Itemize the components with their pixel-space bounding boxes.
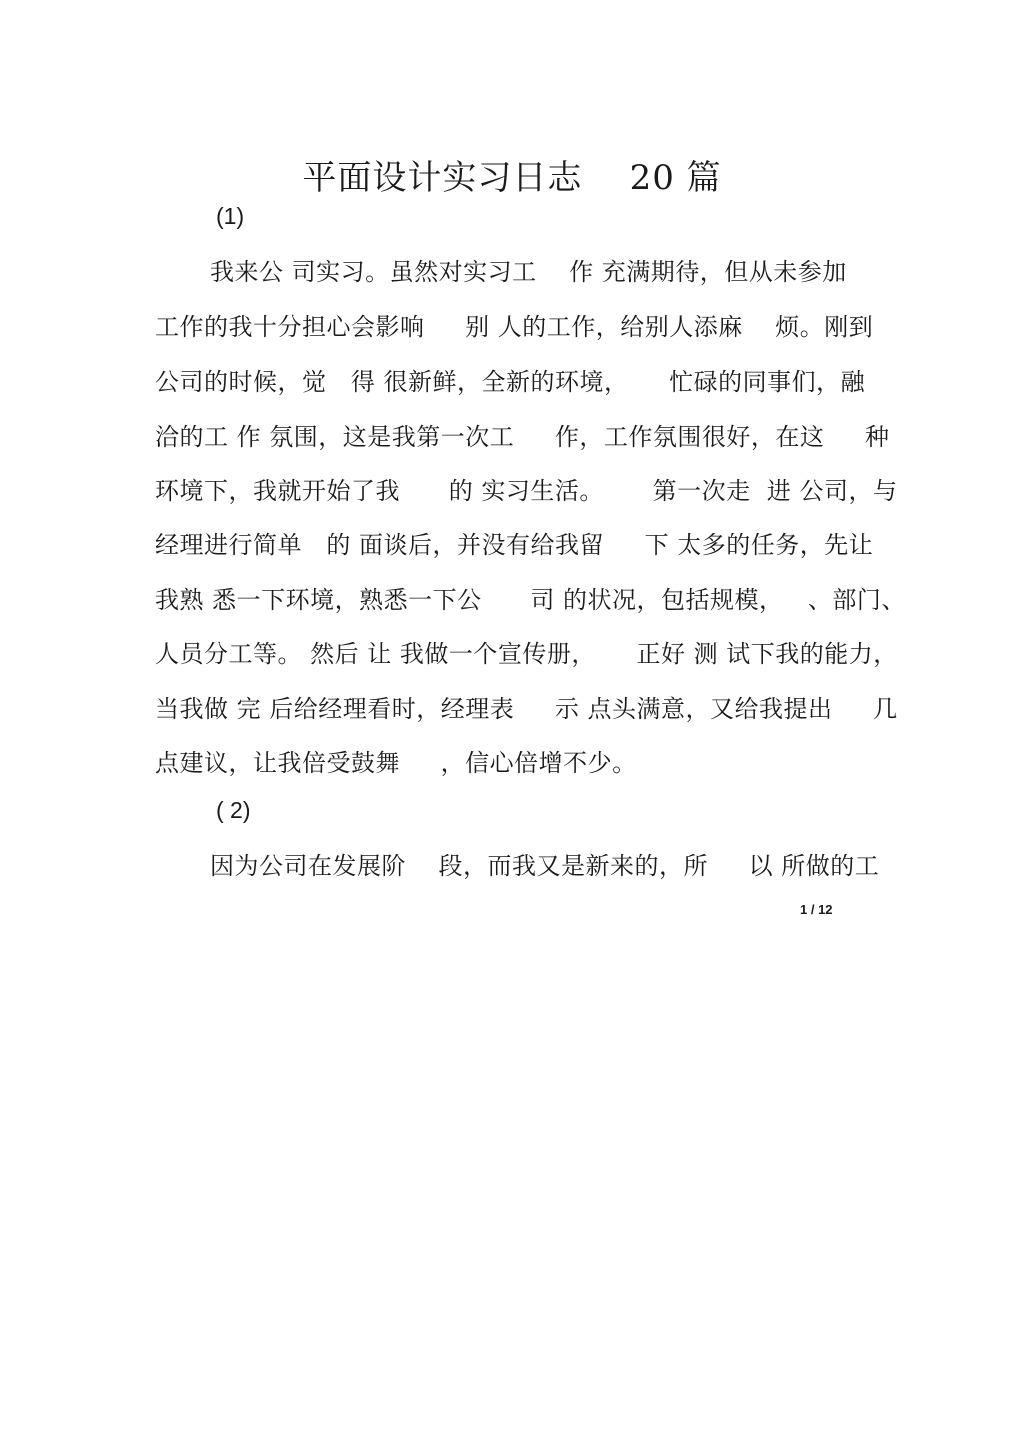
- paragraph-line: 洽的工 作 氛围，这是我第一次工 作，工作氛围很好，在这 种: [155, 423, 890, 451]
- paragraph-line: 点建议，让我倍受鼓舞 ，信心倍增不少。: [155, 749, 637, 777]
- section-label: ( 2): [216, 797, 251, 823]
- document-title: 平面设计实习日志 20 篇: [302, 158, 722, 198]
- paragraph-line: 我熟 悉一下环境，熟悉一下公 司 的状况，包括规模， 、部门、: [155, 586, 906, 614]
- page-number: 1 / 12: [800, 902, 833, 917]
- paragraph-line: 当我做 完 后给经理看时，经理表 示 点头满意，又给我提出 几: [155, 695, 898, 723]
- paragraph-line: 工作的我十分担心会影响 别 人的工作，给别人添麻 烦。刚到: [155, 313, 874, 341]
- paragraph-line: 人员分工等。 然后 让 我做一个宣传册， 正好 测 试下我的能力，: [155, 640, 898, 668]
- paragraph-line: 环境下，我就开始了我 的 实习生活。 第一次走 进 公司，与: [155, 477, 898, 505]
- paragraph-line: 公司的时候，觉 得 很新鲜，全新的环境， 忙碌的同事们，融: [155, 368, 866, 396]
- paragraph-line: 因为公司在发展阶 段，而我又是新来的，所 以 所做的工: [210, 852, 880, 880]
- paragraph-line: 经理进行简单 的 面谈后，并没有给我留 下 太多的任务，先让: [155, 531, 874, 559]
- section-label: (1): [216, 203, 245, 229]
- paragraph-line: 我来公 司实习。虽然对实习工 作 充满期待，但从未参加: [210, 258, 847, 286]
